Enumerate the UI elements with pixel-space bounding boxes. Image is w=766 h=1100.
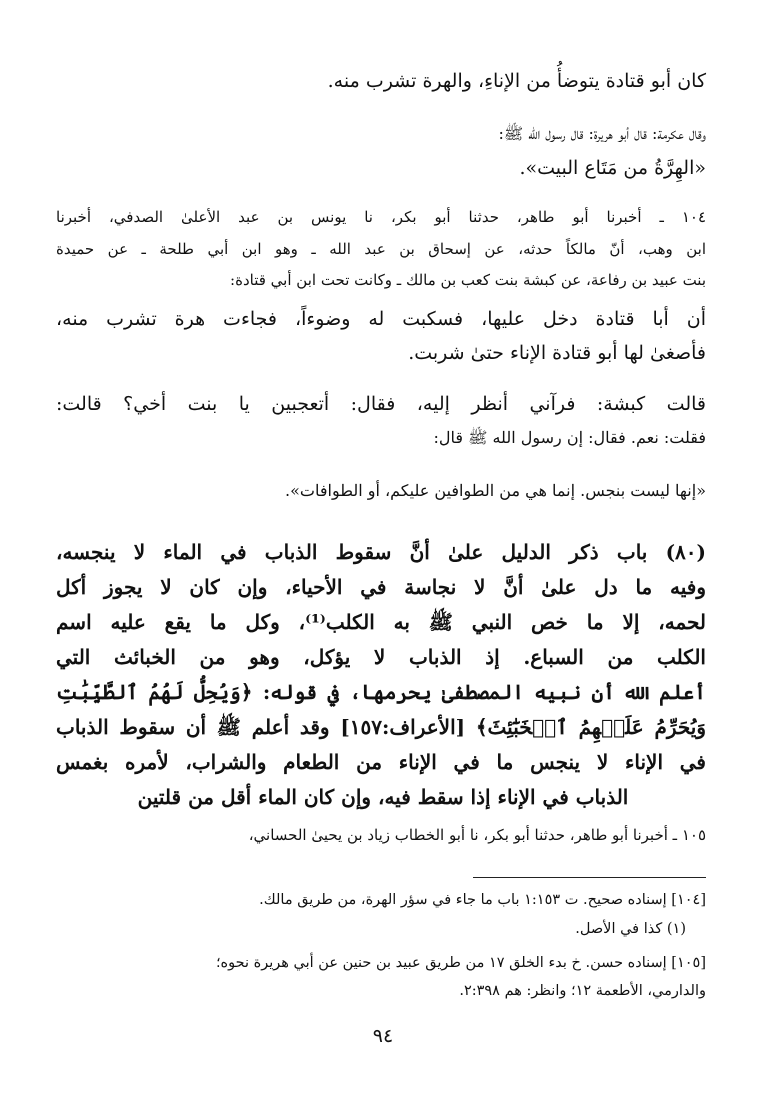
- hadith-quote: «إنها ليست بنجس. إنما هي من الطوافين عليكم، أو الطوافات».: [285, 481, 706, 500]
- text-line: فأصغىٰ لها أبو قتادة الإناء حتىٰ شربت.: [408, 342, 706, 364]
- text-line: فقلت: نعم. فقال: إن رسول الله ﷺ قال:: [433, 428, 706, 447]
- footnote: والدارمي، الأطعمة ١٢؛ وانظر: هم ٢:٣٩٨.: [459, 983, 706, 999]
- chapter-heading-line: (٨٠) باب ذكر الدليل علىٰ أنَّ سقوط الذباب في الماء لا ينجسه،: [56, 540, 706, 564]
- chapter-heading-line: في الإناء لا ينجس ما في الإناء من الطعام والشراب، لأمره بغمس: [56, 750, 706, 774]
- chapter-heading-line: وفيه ما دل علىٰ أنَّ لا نجاسة في الأحياء، وإن كان لا يجوز أكل: [56, 575, 706, 599]
- hadith-quote: «الهِرَّةُ من مَتَاع البيت».: [519, 157, 706, 179]
- text-line: ١٠٤ ـ أخبرنا أبو طاهر، حدثنا أبو بكر، نا يونس بن عبد الأعلىٰ الصدفي، أخبرنا: [56, 208, 706, 226]
- text-line: ١٠٥ ـ أخبرنا أبو طاهر، حدثنا أبو بكر، نا أبو الخطاب زياد بن يحيىٰ الحساني،: [248, 826, 706, 844]
- text-line: أن أبا قتادة دخل عليها، فسكبت له وضوءاً، فجاءت هرة تشرب منه،: [56, 308, 706, 330]
- chapter-heading-line: وَيُحَرِّمُ عَلَيۡهِمُ ٱلۡخَبَٰٓئِثَ﴾ [الأعراف:١٥٧] وقد أعلم ﷺ أن سقوط الذباب: [56, 715, 706, 739]
- footnote: [١٠٥] إسناده حسن. خ بدء الخلق ١٧ من طريق عبيد بن حنين عن أبي هريرة نحوه؛: [215, 955, 706, 971]
- page-number: ٩٤: [372, 1025, 394, 1047]
- footnote-divider: [473, 877, 706, 878]
- chapter-heading-line: أعلم الله أن نبيه المصطفىٰ يحرمها، في قوله: ﴿وَيُحِلُّ لَهُمُ ٱلطَّيِّبَٰتِ: [56, 680, 706, 704]
- footnote: (١) كذا في الأصل.: [575, 921, 686, 937]
- footnote: [١٠٤] إسناده صحيح. ت ١:١٥٣ باب ما جاء في سؤر الهرة، من طريق مالك.: [259, 892, 706, 908]
- text-line: قالت كبشة: فرآني أنظر إليه، فقال: أتعجبين يا بنت أخي؟ قالت:: [56, 393, 706, 415]
- chapter-heading-line: لحمه، إلا ما خص النبي ﷺ به الكلب⁽¹⁾، وكل ما يقع عليه اسم: [56, 610, 707, 634]
- chapter-heading-line: الذباب في الإناء إذا سقط فيه، وإن كان الماء أقل من قلتين: [137, 785, 629, 809]
- text-line: ابن وهب، أنّ مالكاً حدثه، عن إسحاق بن عبد الله ـ وهو ابن أبي طلحة ـ عن حميدة: [56, 240, 706, 258]
- text-line: وقال عكرمة: قال أبو هريرة: قال رسول الله ﷺ:: [498, 124, 706, 143]
- chapter-heading-line: الكلب من السباع. إذ الذباب لا يؤكل، وهو من الخبائث التي: [56, 645, 706, 669]
- text-line: كان أبو قتادة يتوضأُ من الإناءِ، والهرة تشرب منه.: [327, 70, 706, 92]
- text-line: بنت عبيد بن رفاعة، عن كبشة بنت كعب بن مالك ـ وكانت تحت ابن أبي قتادة:: [230, 271, 706, 289]
